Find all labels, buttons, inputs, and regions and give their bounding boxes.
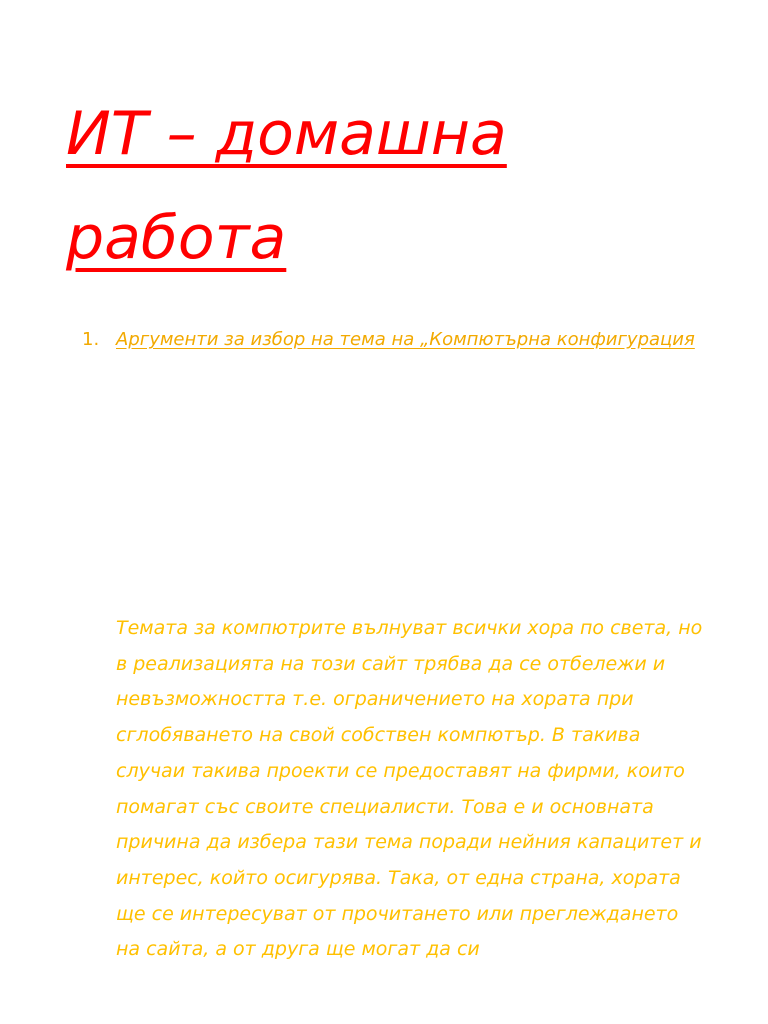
numbered-list bbox=[82, 323, 702, 356]
body-paragraph: Темата за компютрите вълнуват всички хора по света, но в реализацията на този сайт трябва да се отбележи и невъзможността т.е. ограничението на хората при сглобяването на свой собствен компютър. В такива случаи такива проекти се предоставят на фирми, които помагат със своите специалисти. Това е и основната причина да избера тази тема поради нейния капацитет и интерес, който осигурява. Така, от една страна, хората ще се интересуват от прочитането или преглеждането на сайта, а от друга ще могат да си bbox=[116, 617, 703, 961]
list-item bbox=[82, 323, 702, 356]
document-title-line-1: ИТ – домашна bbox=[66, 99, 507, 169]
list-item-text: Аргументи за избор на тема на „Компютърна конфигурация bbox=[116, 329, 695, 350]
document-title bbox=[66, 82, 706, 290]
list-item-number: 1. bbox=[82, 329, 100, 350]
document-title-line-2: работа bbox=[66, 203, 287, 273]
